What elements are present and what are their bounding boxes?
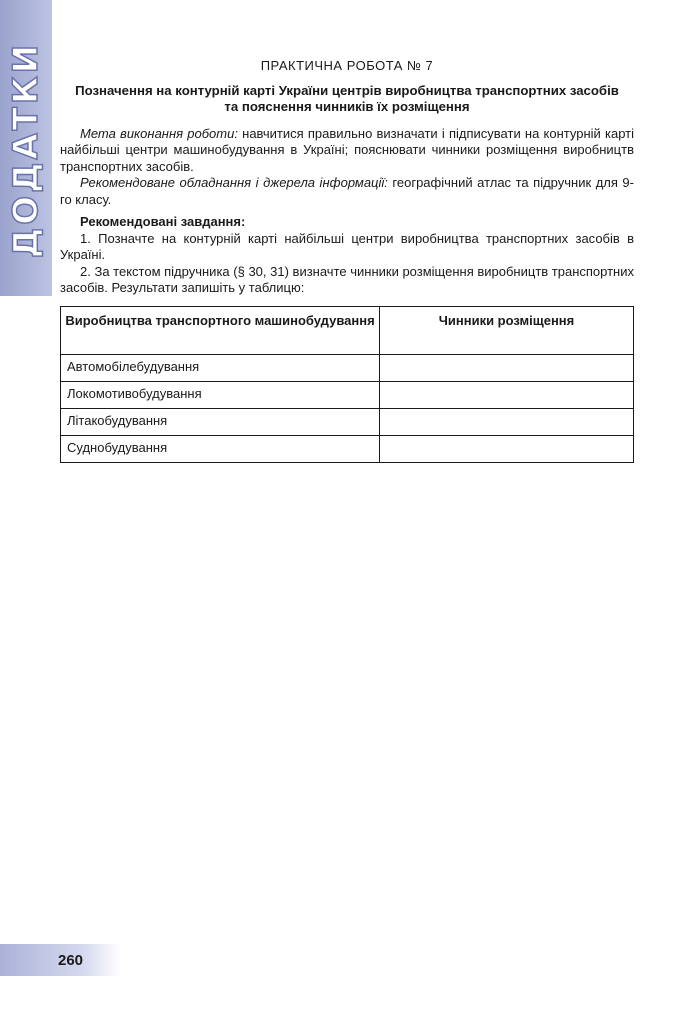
header-production: Виробництва транспортного машинобудування (61, 306, 380, 354)
row-production-cell: Літакобудування (61, 408, 380, 435)
task-2: 2. За текстом підручника (§ 30, 31) визначте чинники розміщення виробництв транспортних засобів. Результати запишіть у таблицю: (60, 263, 634, 295)
table-row (61, 354, 634, 381)
tasks-heading: Рекомендовані завдання: (80, 214, 246, 229)
task-1: 1. Позначте на контурній карті найбільші центри виробництва транспортних засобів в Україні. (60, 230, 634, 262)
equipment-text: географічний атлас та підручник для 9-го класу. (60, 175, 634, 207)
page-title (60, 83, 634, 116)
row-production-cell: Суднобудування (61, 435, 380, 462)
table-row (61, 381, 634, 408)
header-factors: Чинники розміщення (380, 306, 634, 354)
title-line-1: Позначення на контурній карті України центрів виробництва транспортних засобів (75, 82, 619, 98)
row-factors-cell[interactable] (380, 408, 634, 435)
table-row (61, 408, 634, 435)
side-section-band (0, 0, 52, 296)
factors-table (60, 306, 634, 463)
equipment-label: Рекомендоване обладнання і джерела інформації: (80, 175, 388, 190)
section-label: ДОДАТКИ (6, 41, 46, 259)
row-factors-cell[interactable] (380, 381, 634, 408)
table-header-row (61, 306, 634, 354)
row-factors-cell[interactable] (380, 354, 634, 381)
goal-label: Мета виконання роботи: (80, 125, 238, 141)
row-production-cell: Автомобілебудування (61, 354, 380, 381)
page-number: 260 (58, 952, 84, 969)
row-factors-cell[interactable] (380, 435, 634, 462)
goal-paragraph (60, 126, 634, 176)
page-content (60, 58, 634, 463)
title-line-2: та пояснення чинників їх розміщення (224, 99, 470, 114)
table-row (61, 435, 634, 462)
row-production-cell: Локомотивобудування (61, 381, 380, 408)
work-label: ПРАКТИЧНА РОБОТА № 7 (260, 58, 434, 73)
equipment-paragraph (60, 175, 634, 208)
goal-text: навчитися правильно визначати і підписувати на контурній карті найбільші центри машинобудування в Україні; пояснювати чинники розміщення виробництв транспортних засобів. (60, 125, 634, 174)
